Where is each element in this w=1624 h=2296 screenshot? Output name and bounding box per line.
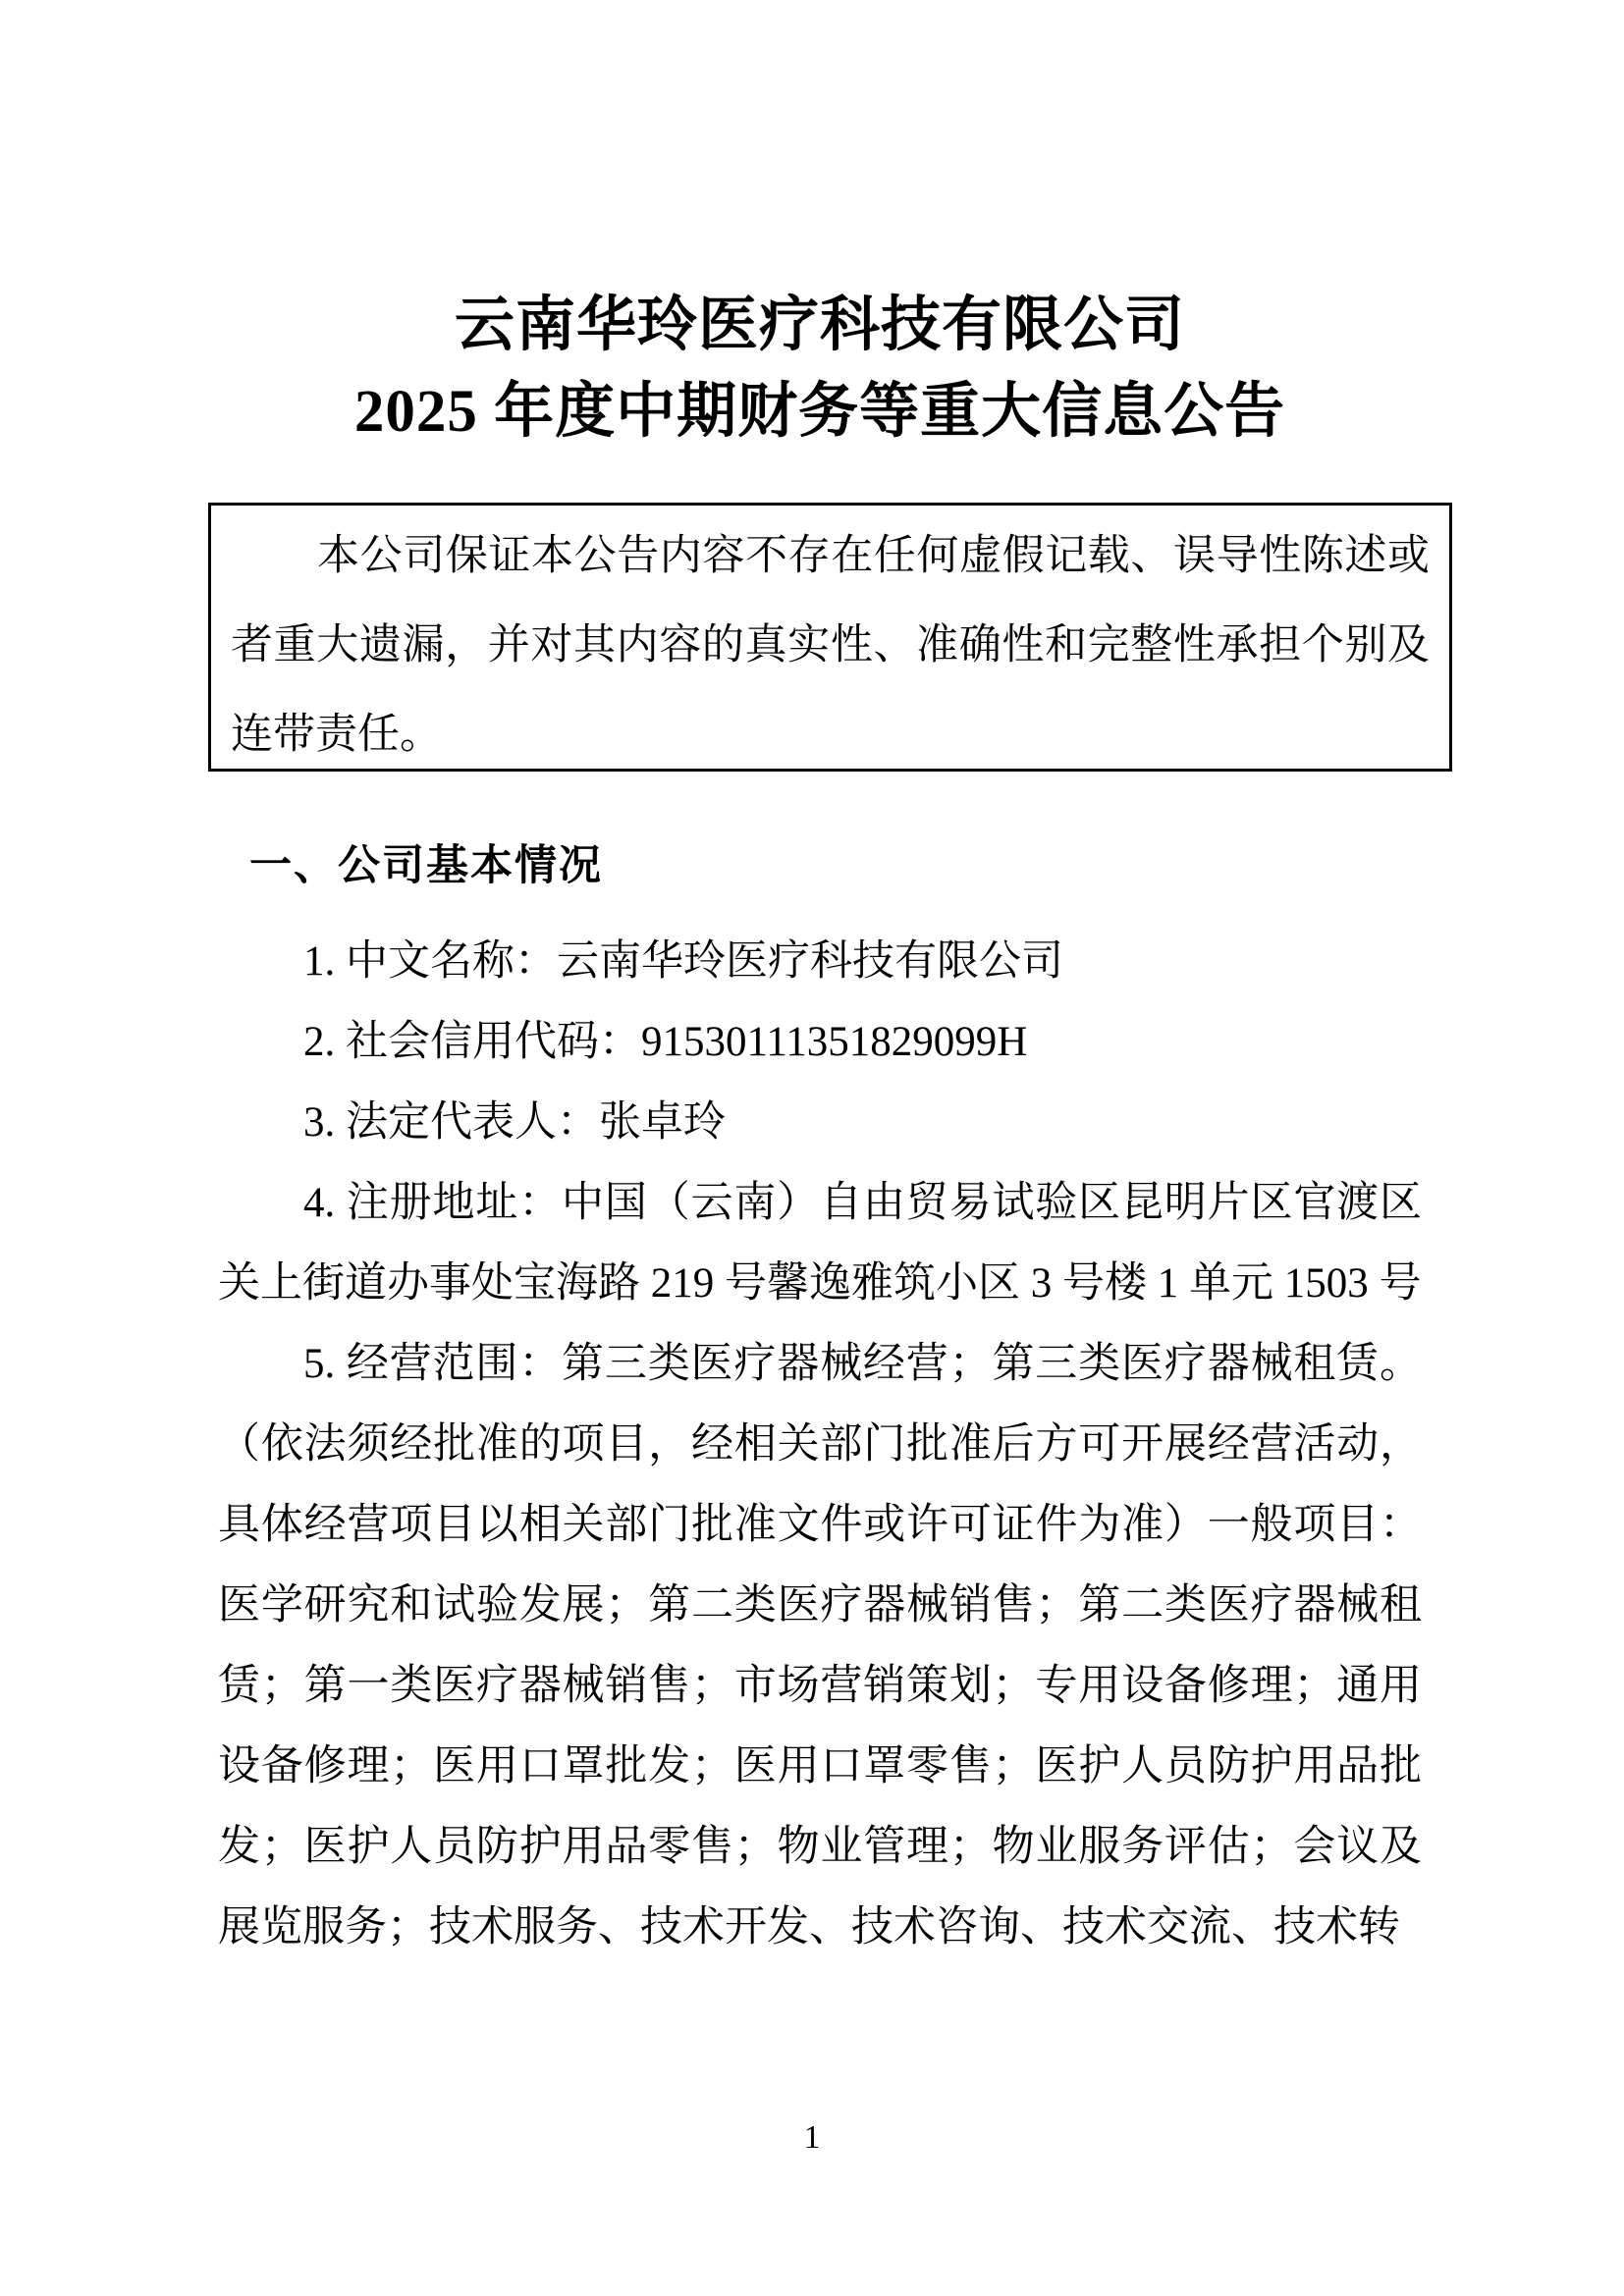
- disclaimer-text: 本公司保证本公告内容不存在任何虚假记载、误导性陈述或者重大遗漏，并对其内容的真实性、准确性和完整性承担个别及连带责任。: [231, 533, 1430, 758]
- item-chinese-name: 1. 中文名称：云南华玲医疗科技有限公司: [303, 938, 1063, 985]
- page-number: 1: [803, 2119, 821, 2156]
- title-line-1: 云南华玲医疗科技有限公司: [454, 293, 1185, 358]
- document-title: [218, 283, 1422, 455]
- item-business-scope: 5. 经营范围：第三类医疗器械经营；第三类医疗器械租赁。（依法须经批准的项目，经相关部门批准后方可开展经营活动，具体经营项目以相关部门批准文件或许可证件为准）一般项目：医学研究和试验发展；第二类医疗器械销售；第二类医疗器械租赁；第一类医疗器械销售；市场营销策划；专用设备修理；通用设备修理；医用口罩批发；医用口罩零售；医护人员防护用品批发；医护人员防护用品零售；物业管理；物业服务评估；会议及展览服务；技术服务、技术开发、技术咨询、技术交流、技术转: [218, 1341, 1422, 1950]
- item-registered-address: 4. 注册地址：中国（云南）自由贸易试验区昆明片区官渡区关上街道办事处宝海路 219 号馨逸雅筑小区 3 号楼 1 单元 1503 号: [218, 1180, 1422, 1307]
- item-credit-code: 2. 社会信用代码：91530111351829099H: [303, 1019, 1028, 1065]
- disclaimer-box: [208, 503, 1452, 772]
- section-heading: 一、公司基本情况: [249, 842, 603, 889]
- page-footer: [0, 2116, 1624, 2160]
- section-body: [218, 922, 1422, 1968]
- title-line-2: 2025 年度中期财务等重大信息公告: [353, 379, 1286, 445]
- item-legal-representative: 3. 法定代表人：张卓玲: [303, 1099, 726, 1146]
